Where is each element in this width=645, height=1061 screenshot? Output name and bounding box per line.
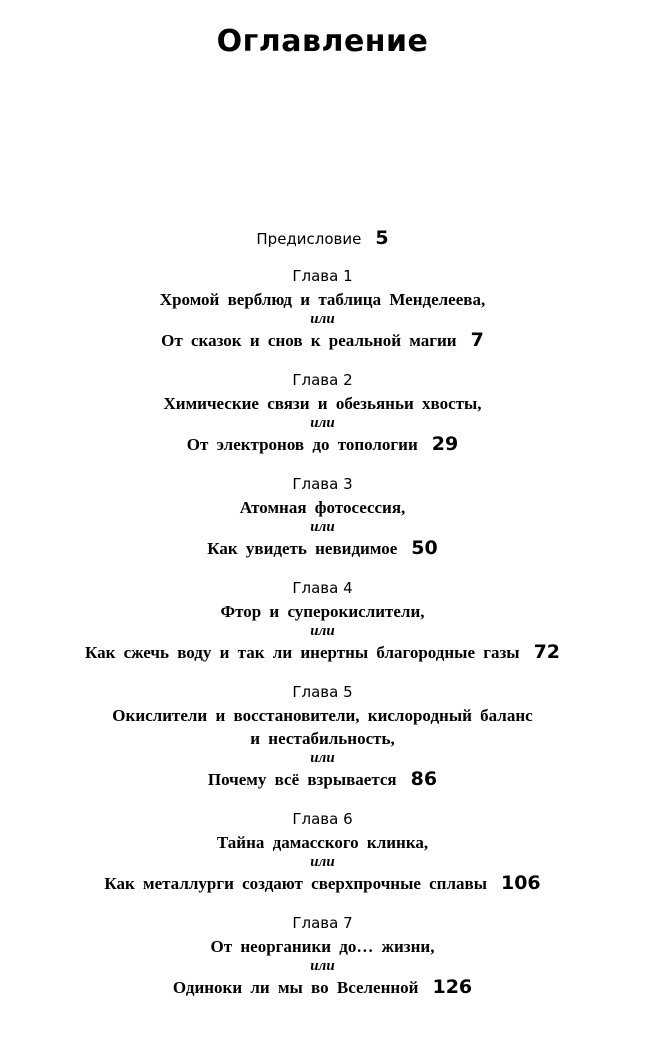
toc-entry-chapter-4[interactable] bbox=[0, 576, 645, 665]
chapter-or: или bbox=[310, 854, 335, 870]
page-number: 126 bbox=[432, 976, 473, 998]
chapter-label: Глава 5 bbox=[292, 683, 353, 701]
chapter-title: Хромой верблюд и таблица Менделеева, bbox=[159, 290, 486, 309]
page-number: 5 bbox=[375, 227, 389, 249]
chapter-title: Атомная фотосессия, bbox=[239, 498, 406, 517]
chapter-subtitle: От сказок и снов к реальной магии bbox=[161, 331, 457, 350]
chapter-or: или bbox=[310, 311, 335, 327]
chapter-title: Окислители и восстановители, кислородный баланс bbox=[112, 706, 533, 725]
chapter-or: или bbox=[310, 958, 335, 974]
preface-label: Предисловие bbox=[256, 230, 362, 248]
chapter-label: Глава 6 bbox=[292, 810, 353, 828]
chapter-label: Глава 4 bbox=[292, 579, 353, 597]
chapter-subtitle: Как сжечь воду и так ли инертны благородные газы bbox=[84, 643, 520, 662]
chapter-subtitle: Как металлурги создают сверхпрочные сплавы bbox=[104, 874, 487, 893]
chapter-subtitle-line bbox=[0, 328, 645, 353]
chapter-label: Глава 3 bbox=[292, 475, 353, 493]
table-of-contents bbox=[0, 226, 645, 1015]
chapter-subtitle: Как увидеть невидимое bbox=[207, 539, 398, 558]
chapter-subtitle: От электронов до топологии bbox=[186, 435, 418, 454]
chapter-subtitle-line bbox=[0, 975, 645, 1000]
toc-entry-chapter-5[interactable] bbox=[0, 680, 645, 792]
chapter-title-continued: и нестабильность, bbox=[250, 729, 395, 748]
chapter-subtitle: Почему всё взрывается bbox=[207, 770, 397, 789]
chapter-or: или bbox=[310, 750, 335, 766]
toc-entry-chapter-3[interactable] bbox=[0, 472, 645, 561]
toc-entry-chapter-7[interactable] bbox=[0, 911, 645, 1000]
page-number: 106 bbox=[500, 872, 541, 894]
chapter-title: Химические связи и обезьяньи хвосты, bbox=[163, 394, 482, 413]
page-number: 72 bbox=[533, 641, 561, 663]
chapter-subtitle-line bbox=[0, 640, 645, 665]
chapter-or: или bbox=[310, 623, 335, 639]
chapter-subtitle-line bbox=[0, 767, 645, 792]
toc-entry-chapter-6[interactable] bbox=[0, 807, 645, 896]
chapter-subtitle-line bbox=[0, 871, 645, 896]
chapter-title: Фтор и суперокислители, bbox=[220, 602, 425, 621]
page-number: 7 bbox=[470, 329, 484, 351]
page-title: Оглавление bbox=[216, 24, 429, 59]
chapter-label: Глава 2 bbox=[292, 371, 353, 389]
page-number: 50 bbox=[411, 537, 438, 559]
toc-entry-chapter-2[interactable] bbox=[0, 368, 645, 457]
chapter-or: или bbox=[310, 519, 335, 535]
toc-entry-chapter-1[interactable] bbox=[0, 264, 645, 353]
chapter-title: От неорганики до… жизни, bbox=[210, 937, 435, 956]
chapter-subtitle: Одиноки ли мы во Вселенной bbox=[172, 978, 419, 997]
chapter-or: или bbox=[310, 415, 335, 431]
chapter-title: Тайна дамасского клинка, bbox=[216, 833, 429, 852]
chapter-label: Глава 1 bbox=[292, 267, 353, 285]
chapter-subtitle-line bbox=[0, 536, 645, 561]
chapter-subtitle-line bbox=[0, 432, 645, 457]
chapter-label: Глава 7 bbox=[292, 914, 353, 932]
page-number: 86 bbox=[410, 768, 438, 790]
toc-entry-preface[interactable] bbox=[0, 226, 645, 251]
page-number: 29 bbox=[431, 433, 459, 455]
